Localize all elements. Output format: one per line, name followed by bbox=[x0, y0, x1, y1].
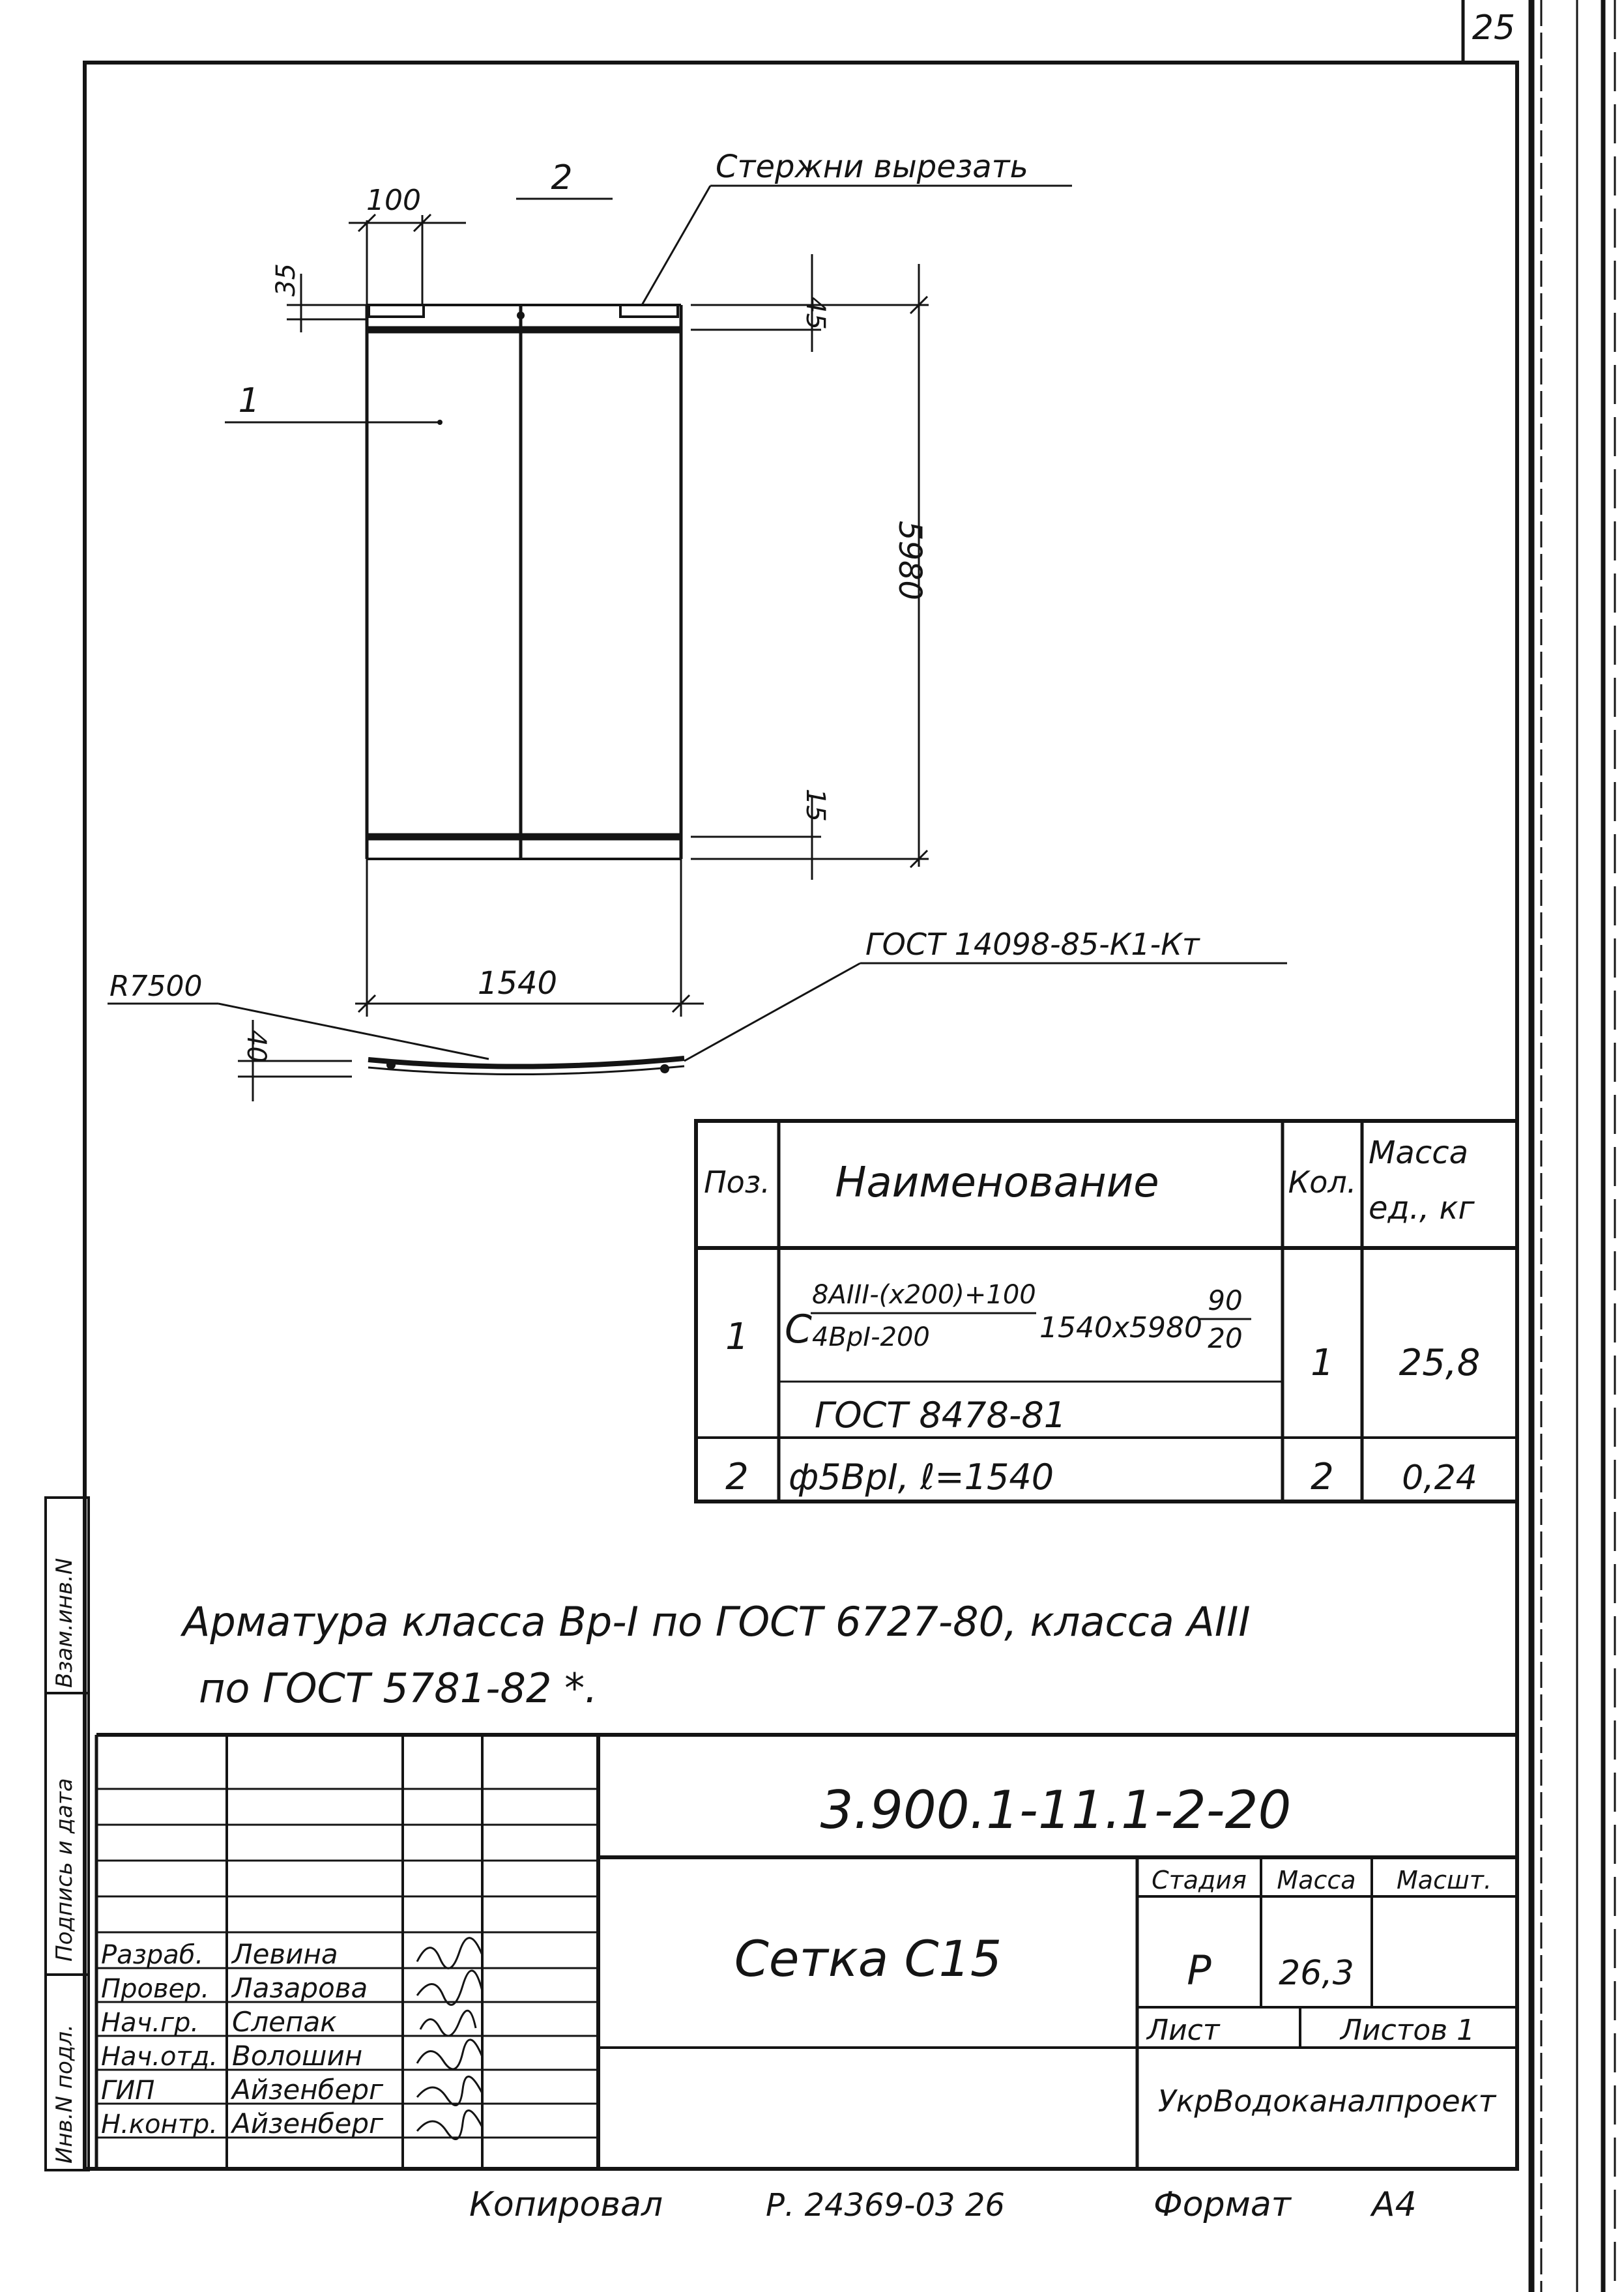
name-chief-engineer: Айзенберг bbox=[232, 2074, 384, 2106]
row1-frac-top: 8АIII-(х200)+100 bbox=[812, 1280, 1036, 1310]
reinforcement-note bbox=[180, 1598, 1251, 1712]
header-mass-line2: ед., кг bbox=[1369, 1190, 1475, 1226]
note-line1: Арматура класса Вр-I по ГОСТ 6727-80, класса АIII bbox=[182, 1598, 1251, 1646]
label-r7500: R7500 bbox=[109, 970, 203, 1003]
side-label-replace: Взам.инв.N bbox=[51, 1558, 78, 1688]
name-group-head: Слепак bbox=[232, 2006, 337, 2038]
row2-pos: 2 bbox=[725, 1456, 749, 1498]
note-line2: по ГОСТ 5781-82 *. bbox=[199, 1664, 598, 1712]
sheet-number: 25 bbox=[1472, 8, 1516, 48]
row1-prefix: С bbox=[785, 1307, 812, 1352]
dim-35: 35 bbox=[271, 263, 301, 297]
label-pos2: 2 bbox=[551, 158, 573, 197]
table-row bbox=[725, 1456, 1477, 1498]
footer-order: Р. 24369-03 26 bbox=[766, 2187, 1005, 2224]
name-developer: Левина bbox=[232, 1938, 338, 1970]
label-cut-note: Стержни вырезать bbox=[716, 149, 1028, 185]
row1-pos: 1 bbox=[725, 1316, 749, 1358]
dim-1540: 1540 bbox=[477, 965, 558, 1002]
organization: УкрВодоканалпроект bbox=[1157, 2083, 1496, 2119]
table-row bbox=[725, 1280, 1480, 1436]
name-dept-head: Волошин bbox=[232, 2040, 363, 2072]
row1-size: 1540х5980 bbox=[1039, 1311, 1202, 1344]
drawing-title: Сетка С15 bbox=[734, 1930, 1002, 1988]
footer-format-value: А4 bbox=[1372, 2185, 1417, 2224]
header-qty: Кол. bbox=[1288, 1165, 1357, 1200]
mesh-plan bbox=[225, 149, 1072, 1017]
role-group-head: Нач.гр. bbox=[101, 2008, 199, 2038]
mass-value: 26,3 bbox=[1279, 1954, 1354, 1993]
spec-table bbox=[696, 1121, 1517, 1501]
drawing-code: 3.900.1-11.1-2-20 bbox=[820, 1780, 1292, 1840]
title-block bbox=[96, 1735, 1517, 2169]
mass-label: Масса bbox=[1277, 1866, 1356, 1894]
role-developer: Разраб. bbox=[101, 1940, 204, 1970]
role-chief-engineer: ГИП bbox=[101, 2076, 155, 2106]
side-label-inv: Инв.N подл. bbox=[51, 2024, 78, 2164]
row1-frac2-bottom: 20 bbox=[1208, 1322, 1243, 1354]
scale-label: Масшт. bbox=[1397, 1866, 1492, 1894]
label-pos1: 1 bbox=[238, 381, 260, 420]
side-label-signature: Подпись и дата bbox=[51, 1778, 78, 1962]
role-norm-control: Н.контр. bbox=[101, 2110, 218, 2140]
mesh-section bbox=[108, 927, 1287, 1101]
header-pos: Поз. bbox=[704, 1165, 770, 1200]
sheet-label: Лист bbox=[1147, 2014, 1220, 2047]
header-mass-line1: Масса bbox=[1369, 1135, 1469, 1171]
row1-qty: 1 bbox=[1311, 1342, 1334, 1384]
footer-copied: Копировал bbox=[469, 2185, 663, 2224]
dim-5980: 5980 bbox=[892, 520, 928, 601]
row2-name: ф5ВрI, ℓ=1540 bbox=[789, 1457, 1054, 1498]
dim-45: 45 bbox=[800, 297, 830, 330]
row1-frac2-top: 90 bbox=[1208, 1284, 1243, 1316]
dim-15: 15 bbox=[800, 789, 830, 822]
stage-label: Стадия bbox=[1152, 1866, 1247, 1894]
dim-100: 100 bbox=[366, 184, 421, 217]
row2-qty: 2 bbox=[1311, 1456, 1334, 1498]
role-dept-head: Нач.отд. bbox=[101, 2042, 218, 2072]
side-strip bbox=[46, 1498, 89, 2170]
footer-format-label: Формат bbox=[1153, 2185, 1291, 2224]
row1-mass: 25,8 bbox=[1399, 1342, 1481, 1384]
row1-frac-bottom: 4ВрI-200 bbox=[812, 1322, 930, 1352]
footer bbox=[469, 2185, 1417, 2224]
row2-mass: 0,24 bbox=[1402, 1458, 1477, 1498]
dim-40: 40 bbox=[241, 1030, 271, 1063]
label-gost-weld: ГОСТ 14098-85-К1-Кт bbox=[865, 927, 1200, 962]
header-name: Наименование bbox=[835, 1159, 1159, 1207]
row1-gost: ГОСТ 8478-81 bbox=[815, 1395, 1067, 1436]
sheets-label: Листов 1 bbox=[1340, 2014, 1475, 2047]
name-checker: Лазарова bbox=[232, 1972, 368, 2004]
role-checker: Провер. bbox=[101, 1974, 210, 2004]
name-norm-control: Айзенберг bbox=[232, 2108, 384, 2140]
stage-value: Р bbox=[1187, 1947, 1211, 1994]
